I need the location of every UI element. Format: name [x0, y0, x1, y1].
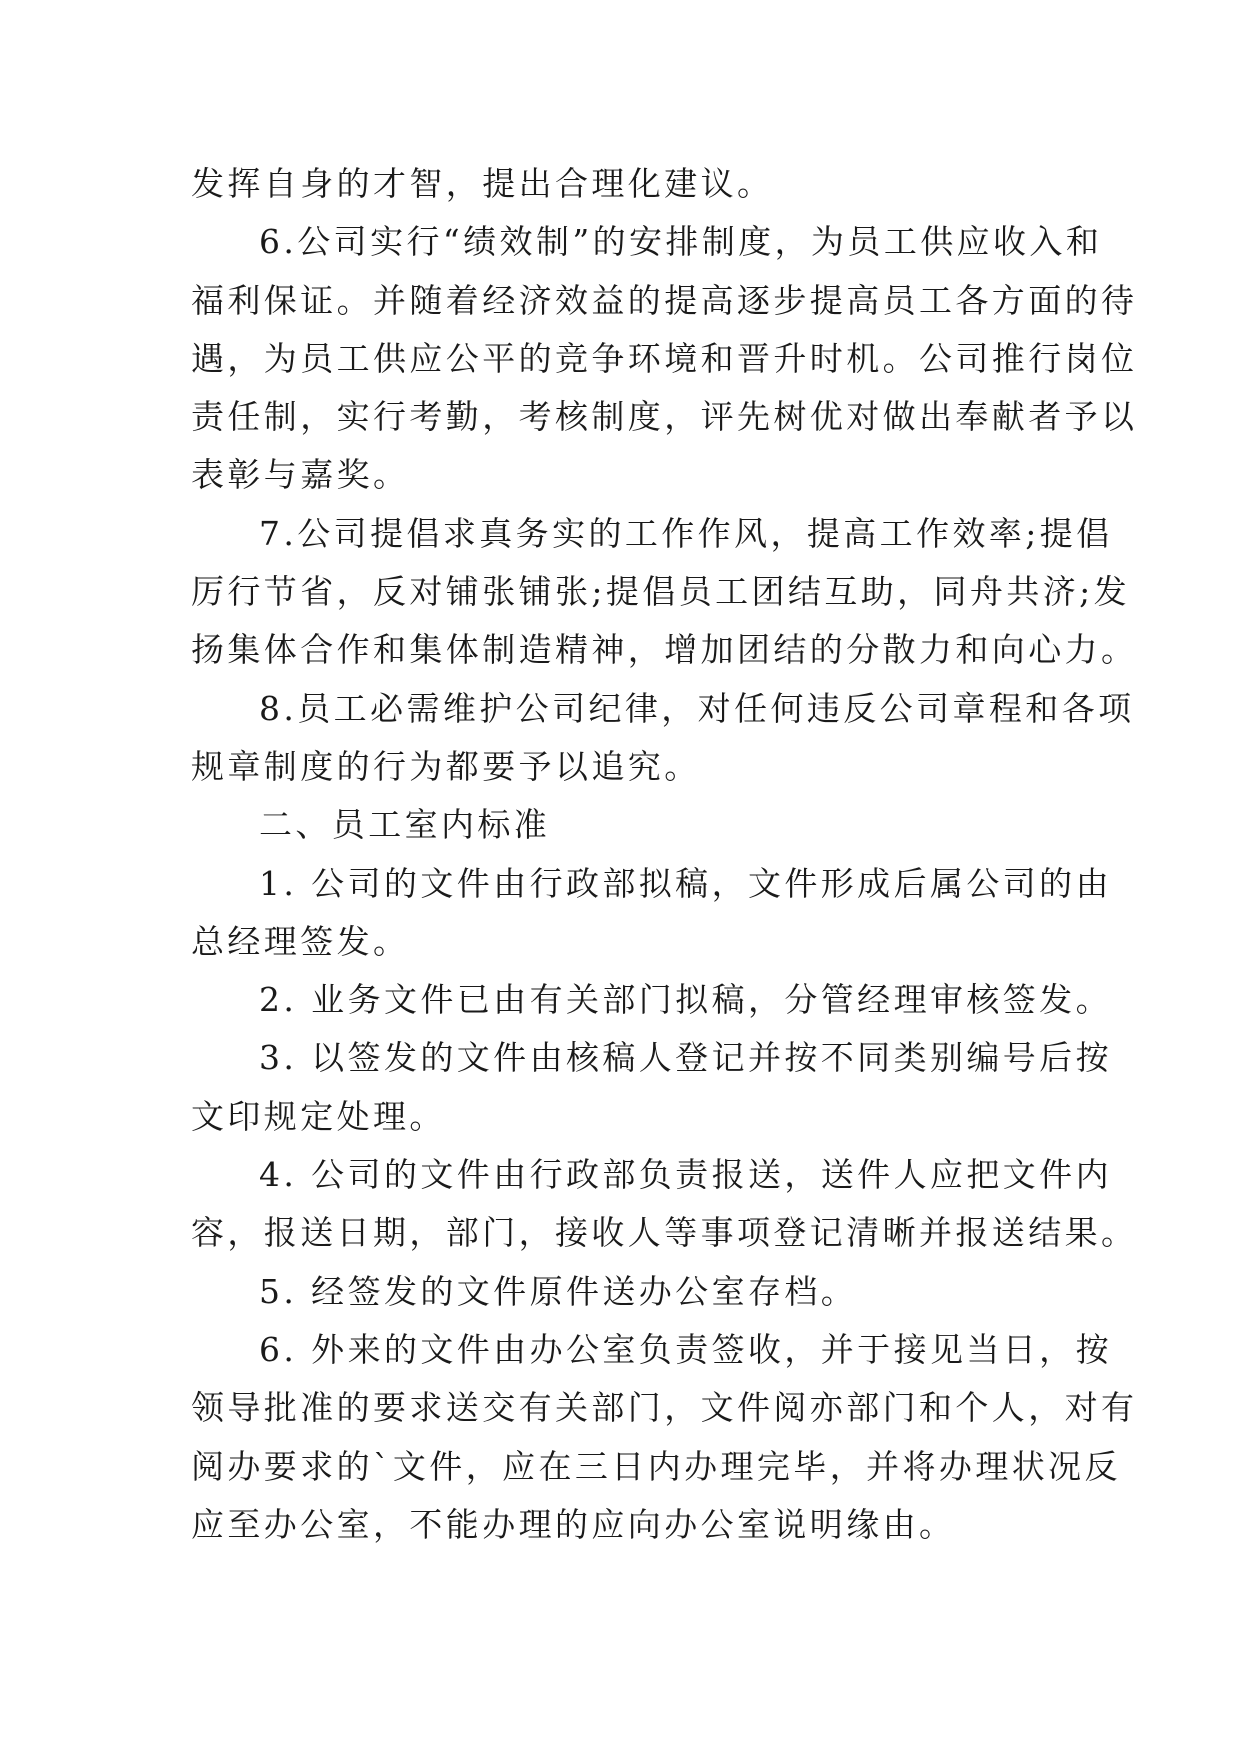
paragraph-line: 厉行节省，反对铺张铺张;提倡员工团结互助，同舟共济;发	[191, 572, 1131, 612]
paragraph-rule-4	[191, 1146, 1138, 1263]
paragraph-line: 4. 公司的文件由行政部负责报送，送件人应把文件内	[259, 1155, 1112, 1195]
paragraph-line: 5. 经签发的文件原件送办公室存档。	[259, 1271, 858, 1311]
paragraph-line: 6. 外来的文件由办公室负责签收，并于接见当日，按	[259, 1329, 1112, 1369]
paragraph-line: 福利保证。并随着经济效益的提高逐步提高员工各方面的待	[191, 280, 1138, 320]
paragraph-line: 容，报送日期，部门，接收人等事项登记清晰并报送结果。	[191, 1213, 1138, 1253]
paragraph-line: 表彰与嘉奖。	[191, 455, 410, 495]
paragraph-rule-1	[191, 855, 1112, 972]
paragraph-line: 应至办公室，不能办理的应向办公室说明缘由。	[191, 1504, 956, 1544]
paragraph-line: 领导批准的要求送交有关部门，文件阅亦部门和个人，对有	[191, 1388, 1138, 1428]
paragraph-rule-6	[191, 1321, 1138, 1554]
paragraph-item-6-performance	[191, 213, 1138, 504]
paragraph-line: 总经理签发。	[191, 921, 410, 961]
paragraph-rule-2	[191, 971, 1112, 1029]
paragraph-0	[191, 155, 1051, 213]
document-page	[191, 155, 1138, 1554]
paragraph-line: 文印规定处理。	[191, 1096, 446, 1136]
paragraph-line: 遇，为员工供应公平的竞争环境和晋升时机。公司推行岗位	[191, 338, 1138, 378]
paragraph-rule-3	[191, 1029, 1112, 1146]
paragraph-rule-5	[191, 1263, 1051, 1321]
paragraph-line: 8.员工必需维护公司纪律，对任何违反公司章程和各项	[259, 688, 1135, 728]
paragraph-line: 1. 公司的文件由行政部拟稿，文件形成后属公司的由	[259, 863, 1112, 903]
section-heading-2	[191, 796, 1051, 854]
paragraph-line: 扬集体合作和集体制造精神，增加团结的分散力和向心力。	[191, 630, 1138, 670]
paragraph-line: 规章制度的行为都要予以追究。	[191, 746, 701, 786]
paragraph-line: 6.公司实行“绩效制”的安排制度，为员工供应收入和	[259, 222, 1103, 262]
paragraph-item-7-workstyle	[191, 505, 1138, 680]
paragraph-line: 2. 业务文件已由有关部门拟稿，分管经理审核签发。	[259, 980, 1112, 1020]
paragraph-line: 3. 以签发的文件由核稿人登记并按不同类别编号后按	[259, 1038, 1112, 1078]
paragraph-line: 责任制，实行考勤，考核制度，评先树优对做出奉献者予以	[191, 397, 1138, 437]
paragraph-line: 发挥自身的才智，提出合理化建议。	[191, 164, 774, 203]
paragraph-line: 阅办要求的`文件，应在三日内办理完毕，并将办理状况反	[191, 1446, 1121, 1486]
paragraph-item-8-discipline	[191, 680, 1135, 797]
paragraph-line: 7.公司提倡求真务实的工作作风，提高工作效率;提倡	[259, 513, 1113, 553]
section-heading-text: 二、员工室内标准	[259, 805, 551, 845]
